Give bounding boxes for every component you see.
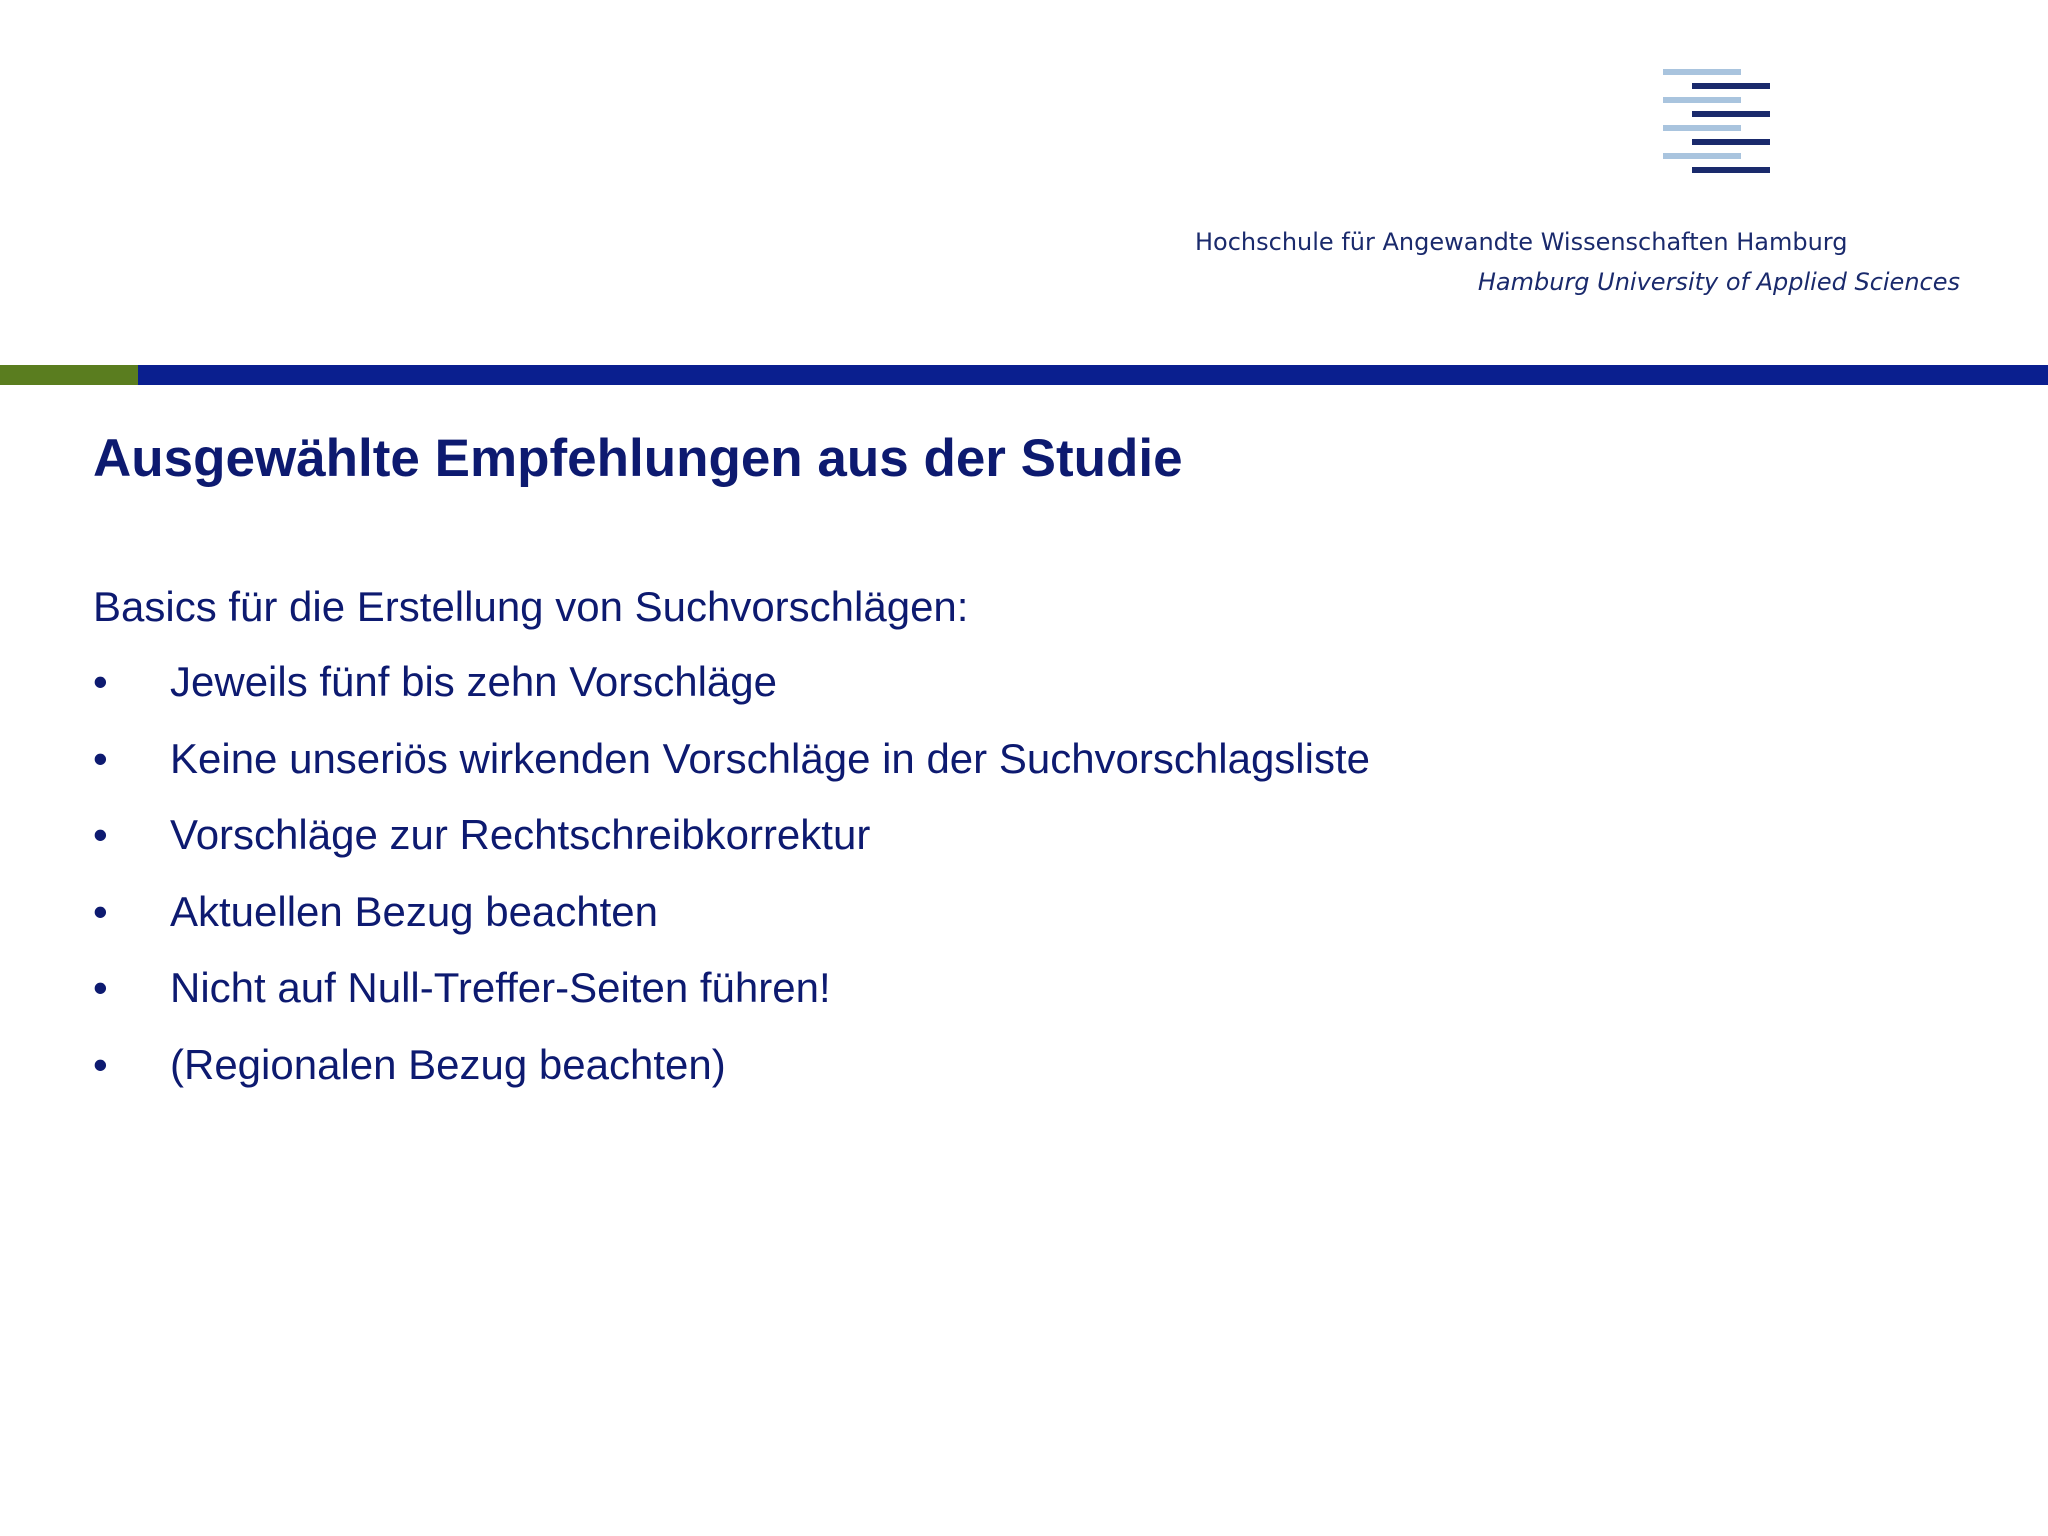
- list-item-text: Nicht auf Null-Treffer-Seiten führen!: [170, 964, 831, 1011]
- logo-bar-light: [1663, 153, 1741, 159]
- list-item-text: (Regionalen Bezug beachten): [170, 1040, 726, 1088]
- logo-bar-dark: [1692, 111, 1770, 117]
- slide-title: Ausgewählte Empfehlungen aus der Studie: [93, 429, 1183, 488]
- bullet-icon: •: [93, 734, 108, 782]
- list-item-text: Vorschläge zur Rechtschreibkorrektur: [170, 811, 871, 858]
- logo-bar-dark: [1692, 83, 1770, 89]
- divider-accent-green: [0, 365, 138, 385]
- list-item-text: Jeweils fünf bis zehn Vorschläge: [170, 658, 778, 705]
- logo-bar-dark: [1692, 167, 1770, 173]
- bullet-icon: •: [93, 964, 108, 1011]
- logo-bar-dark: [1692, 139, 1770, 145]
- institution-name-english: Hamburg University of Applied Sciences: [1477, 268, 1960, 296]
- bullet-icon: •: [93, 1040, 108, 1088]
- list-item-text: Aktuellen Bezug beachten: [170, 887, 659, 935]
- logo-bar-light: [1663, 97, 1741, 103]
- logo-bar-light: [1663, 125, 1741, 131]
- header-divider: [0, 365, 2048, 385]
- divider-bar-blue: [138, 365, 2048, 385]
- bullet-icon: •: [93, 887, 108, 935]
- institution-name-german: Hochschule für Angewandte Wissenschaften Hamburg: [1195, 228, 1848, 256]
- logo-bar-light: [1663, 69, 1741, 75]
- haw-hamburg-logo-icon: [1663, 69, 1771, 177]
- list-item-text: Keine unseriös wirkenden Vorschläge in der Suchvorschlagsliste: [170, 734, 1370, 782]
- bullet-icon: •: [93, 658, 108, 705]
- intro-text: Basics für die Erstellung von Suchvorschlägen:: [93, 583, 969, 630]
- bullet-icon: •: [93, 811, 108, 858]
